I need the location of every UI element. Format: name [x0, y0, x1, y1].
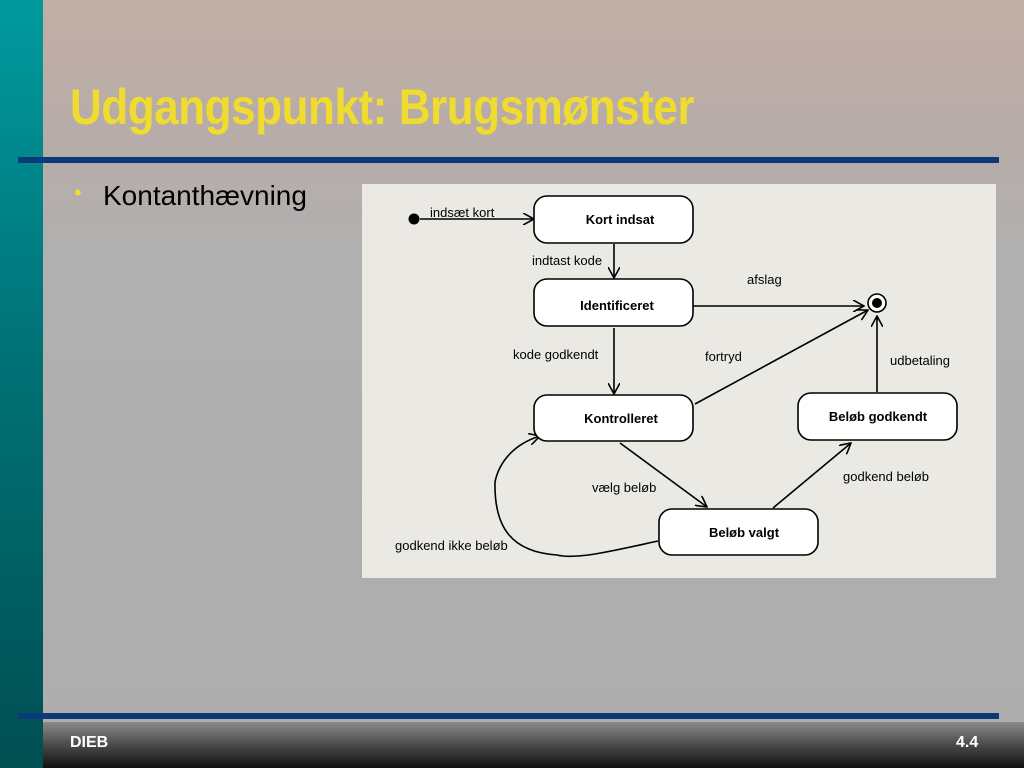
slide-title: Udgangspunkt: Brugsmønster	[70, 79, 695, 135]
side-band	[0, 0, 43, 768]
state-kontrolleret	[534, 395, 693, 441]
label-godkend-beloeb: godkend beløb	[843, 469, 930, 484]
svg-text:Beløb godkendt: Beløb godkendt	[828, 409, 928, 424]
title-divider	[18, 157, 999, 163]
initial-state-dot	[409, 214, 420, 225]
state-diagram-svg	[362, 184, 996, 578]
edge-vaelg-beloeb	[620, 443, 707, 507]
label-udbetaling: udbetaling	[890, 353, 950, 368]
footer-course-label: DIEB	[70, 734, 109, 751]
label-afslag: afslag	[747, 272, 782, 287]
state-identificeret	[534, 279, 693, 326]
bullet-item: Kontanthævning	[103, 180, 307, 211]
label-indsaet-kort: indsæt kort	[430, 205, 495, 220]
bullet-icon: •	[74, 180, 82, 205]
state-kort-indsat	[534, 196, 693, 243]
svg-text:Kontrolleret: Kontrolleret	[584, 411, 658, 426]
state-beloeb-godkendt	[798, 393, 957, 440]
label-vaelg-beloeb: vælg beløb	[592, 480, 657, 495]
edge-godkend-ikke-beloeb	[495, 436, 658, 556]
footer-band	[43, 722, 1024, 768]
svg-text:Kort indsat: Kort indsat	[585, 212, 655, 227]
label-indtast-kode: indtast kode	[532, 253, 603, 268]
svg-text:Beløb valgt: Beløb valgt	[708, 525, 780, 540]
state-beloeb-valgt	[659, 509, 818, 555]
final-state	[868, 294, 886, 312]
footer-divider	[18, 713, 999, 719]
svg-text:Identificeret: Identificeret	[580, 298, 654, 313]
edge-godkend-beloeb	[773, 443, 851, 508]
label-godkend-ikke-beloeb: godkend ikke beløb	[395, 538, 508, 553]
label-kode-godkendt: kode godkendt	[513, 347, 599, 362]
state-diagram	[362, 184, 996, 578]
slide-number: 4.4	[956, 734, 979, 751]
label-fortryd: fortryd	[705, 349, 742, 364]
